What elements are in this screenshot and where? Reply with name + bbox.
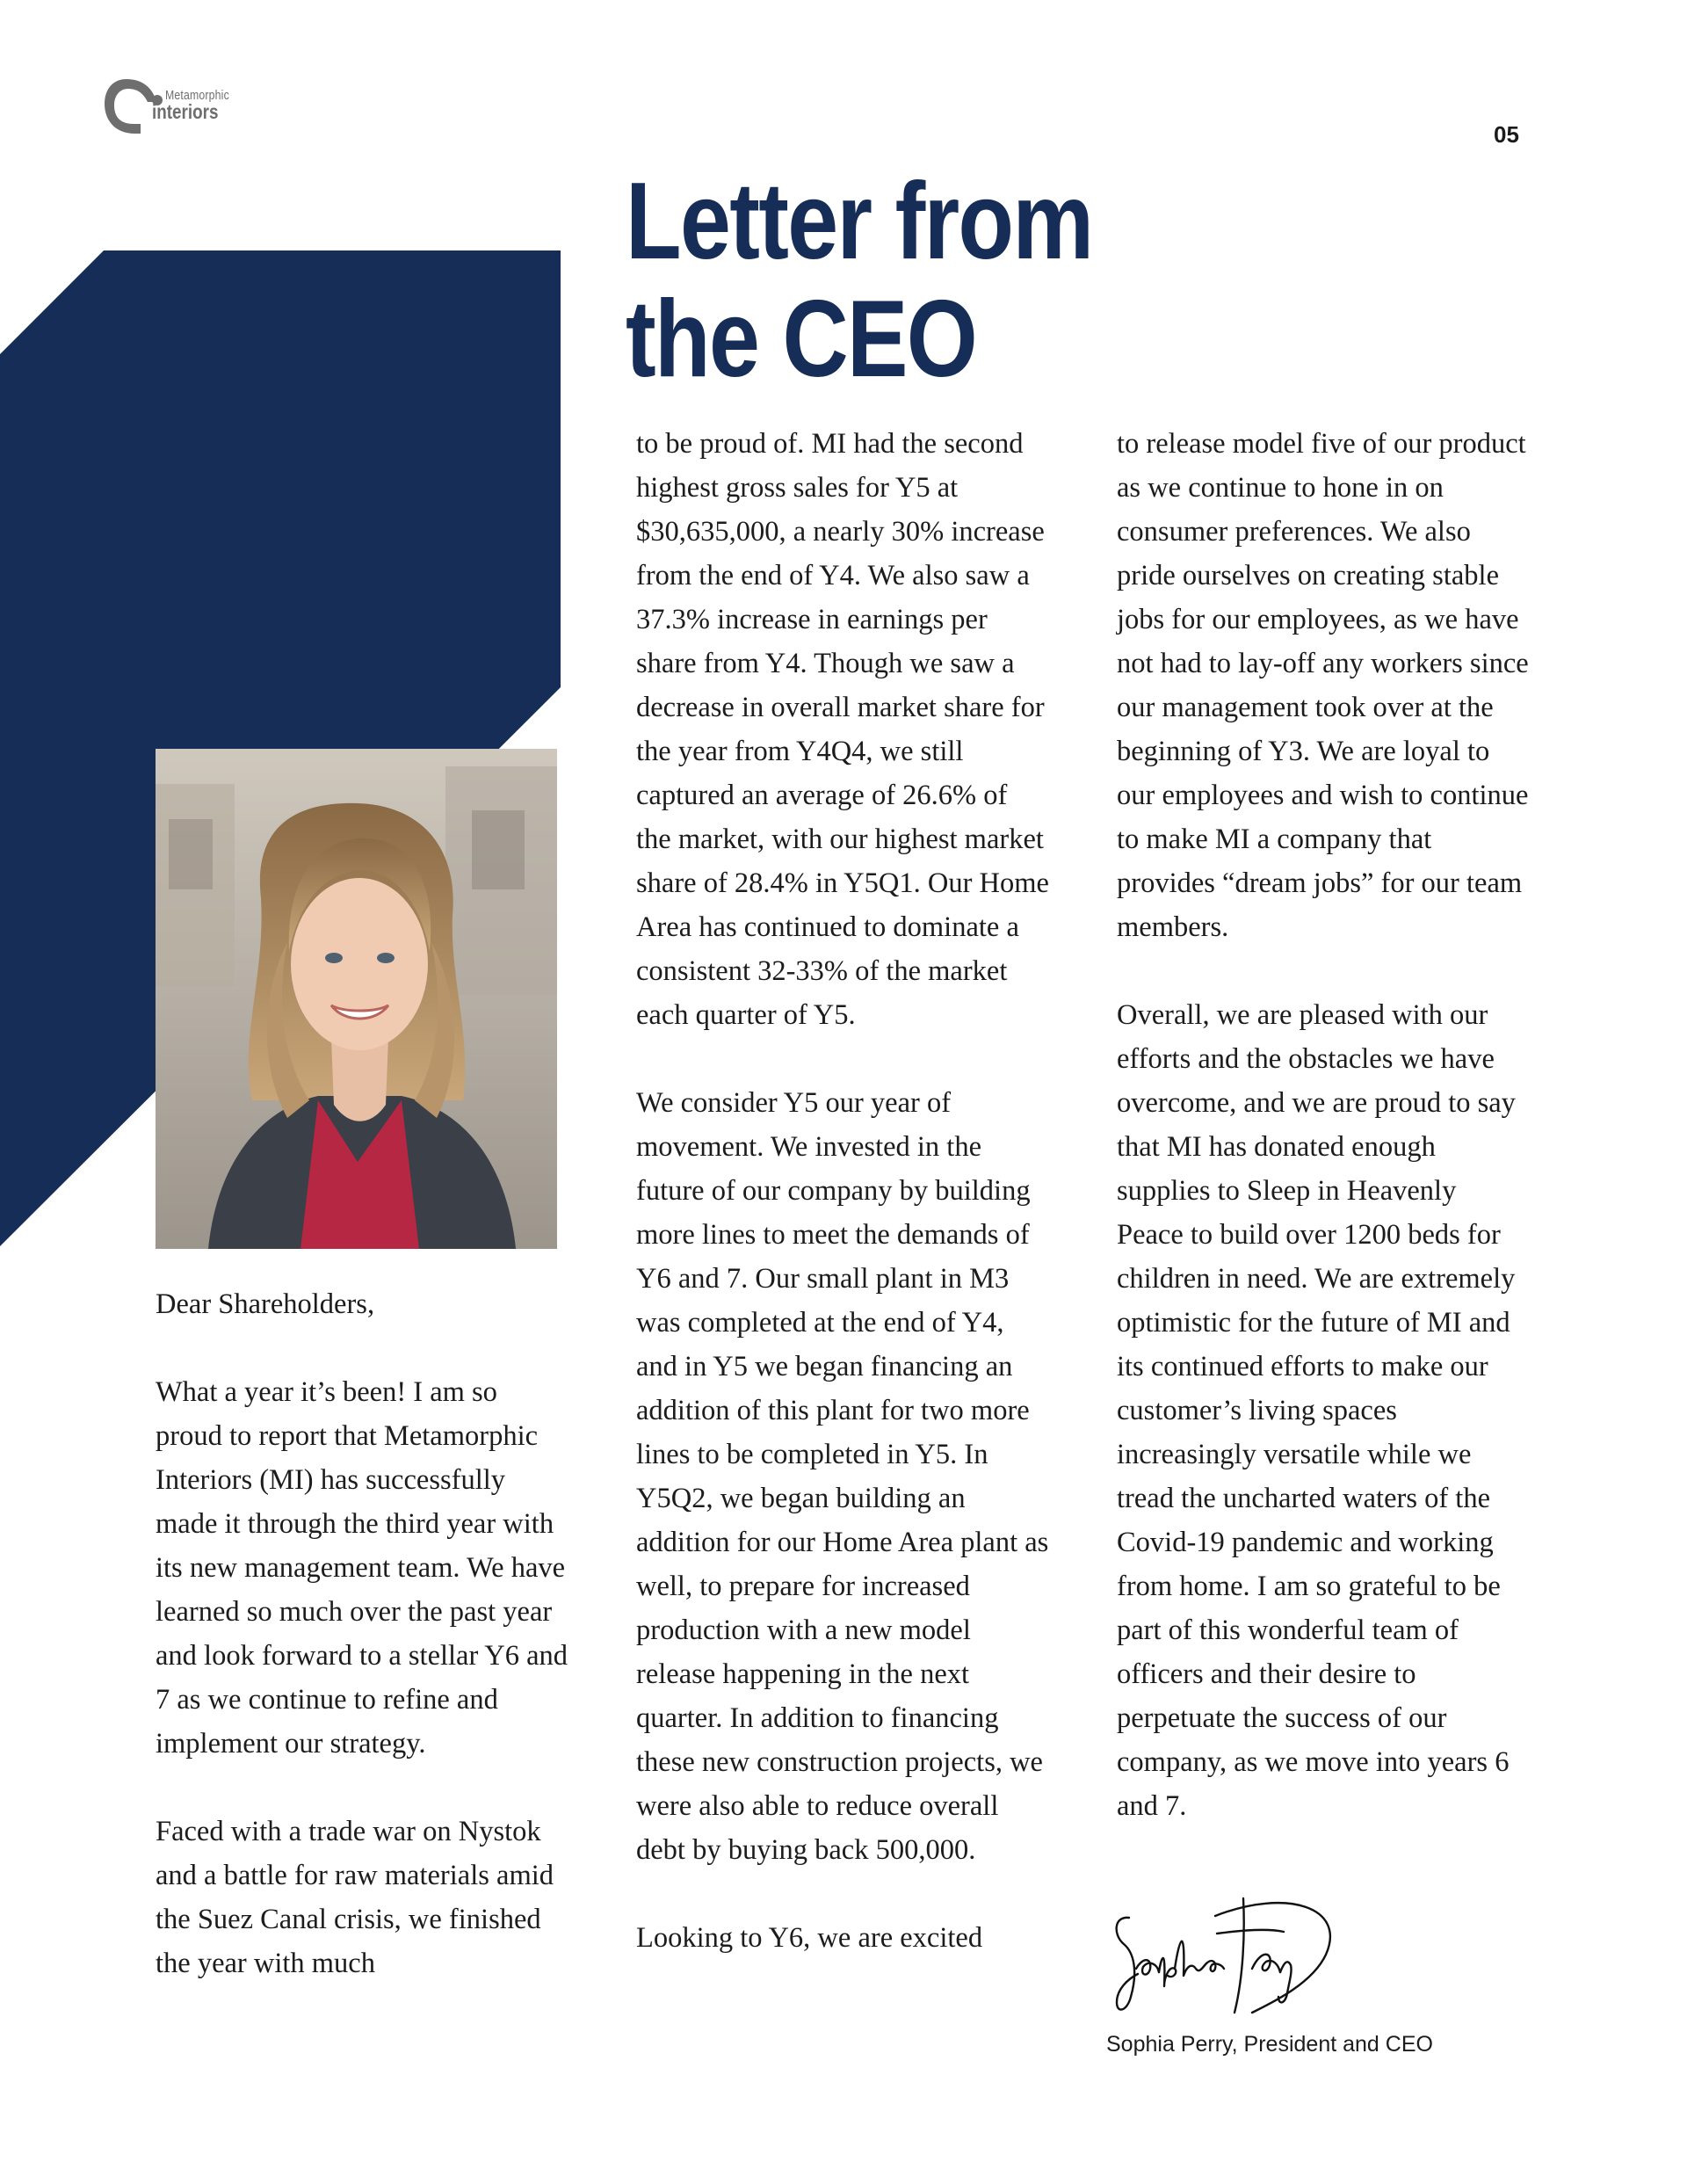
company-logo [102, 76, 243, 137]
letter-column-2 [636, 422, 1049, 1960]
letter-paragraph: to release model five of our product as we continue to hone in on consumer preferences. We also pride ourselves on creating stable jobs for our employees, as we have not had to lay-off any workers since our management took over at the beginning of Y3. We are loyal to our employees and wish to continue to make MI a company that provides “dream jobs” for our team members. [1117, 428, 1529, 943]
letter-paragraph: Overall, we are pleased with our efforts and the obstacles we have overcome, and we are proud to say that MI has donated enough supplies to Sleep in Heavenly Peace to build over 1200 beds for children in need. We are extremely optimistic for the future of MI and its continued efforts to make our customer’s living spaces increasingly versatile while we tread the uncharted waters of the Covid-19 pandemic and working from home. I am so grateful to be part of this wonderful team of officers and their desire to perpetuate the success of our company, as we move into years 6 and 7. [1117, 999, 1516, 1822]
page-title [626, 163, 1092, 398]
letter-paragraph: What a year it’s been! I am so proud to report that Metamorphic Interiors (MI) has successfully made it through the third year with its new management team. We have learned so much over the past year and look forward to a stellar Y6 and 7 as we continue to refine and implement our strategy. [156, 1376, 568, 1760]
page-number: 05 [1494, 121, 1519, 148]
letter-greeting: Dear Shareholders, [156, 1288, 375, 1320]
letter-paragraph: to be proud of. MI had the second highest gross sales for Y5 at $30,635,000, a nearly 30% increase from the end of Y4. We also saw a 37.3% increase in earnings per share from Y4. Though we saw a decrease in overall market share for the year from Y4Q4, we still captured an average of 26.6% of the market, with our highest market share of 28.4% in Y5Q1. Our Home Area has continued to dominate a consistent 32-33% of the market each quarter of Y5. [636, 428, 1049, 1031]
letter-paragraph: Faced with a trade war on Nystok and a battle for raw materials amid the Suez Canal crisis, we finished the year with much [156, 1816, 554, 1979]
letter-paragraph: We consider Y5 our year of movement. We invested in the future of our company by building more lines to meet the demands of Y6 and 7. Our small plant in M3 was completed at the end of Y4, and in Y5 we began financing an addition of this plant for two more lines to be completed in Y5. In Y5Q2, we began building an addition for our Home Area plant as well, to prepare for increased production with a new model release happening in the next quarter. In addition to financing these new construction projects, we were also able to reduce overall debt by buying back 500,000. [636, 1087, 1049, 1866]
ceo-portrait-photo [156, 749, 557, 1249]
ceo-signature [1111, 1881, 1340, 2026]
logo-text-small: Metamorphic [165, 88, 229, 103]
page-title-line-2: the CEO [626, 279, 977, 400]
page-title-line-1: Letter from [626, 161, 1093, 282]
letter-paragraph: Looking to Y6, we are excited [636, 1922, 983, 1954]
letter-column-3 [1117, 422, 1530, 1828]
logo-text-large: interiors [152, 100, 219, 123]
letter-column-1 [156, 1282, 568, 1985]
signature-caption: Sophia Perry, President and CEO [1106, 2032, 1433, 2057]
